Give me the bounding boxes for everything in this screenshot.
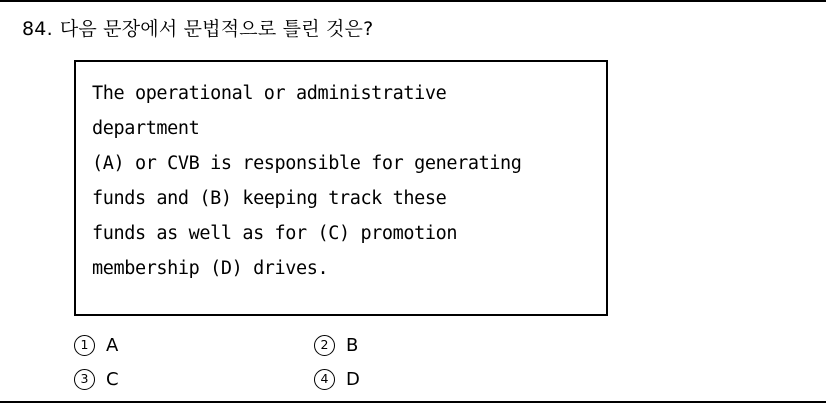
passage-line: (A) or CVB is responsible for generating [92, 153, 522, 174]
choice-option-1[interactable] [74, 335, 314, 356]
choice-option-3[interactable] [74, 369, 314, 390]
question-stem [22, 16, 373, 42]
passage-line: funds as well as for (C) promotion [92, 223, 458, 244]
passage-line: department [92, 118, 200, 139]
choice-label: D [346, 368, 361, 390]
passage-line: membership (D) drives. [92, 258, 329, 279]
choice-list [74, 328, 634, 396]
passage-line: funds and (B) keeping track these [92, 188, 447, 209]
passage-box [74, 60, 608, 316]
choice-option-4[interactable] [314, 369, 554, 390]
choice-marker-icon: 2 [314, 335, 335, 356]
passage-line: The operational or administrative [92, 83, 447, 104]
choice-label: A [106, 334, 119, 356]
choice-row [74, 328, 634, 362]
choice-label: B [346, 334, 359, 356]
choice-marker-icon: 4 [314, 369, 335, 390]
choice-label: C [106, 368, 119, 390]
choice-marker-icon: 3 [74, 369, 95, 390]
question-text: 다음 문장에서 문법적으로 틀린 것은? [59, 18, 374, 40]
choice-option-2[interactable] [314, 335, 554, 356]
choice-marker-icon: 1 [74, 335, 95, 356]
choice-row [74, 362, 634, 396]
question-number: 84. [22, 18, 53, 40]
